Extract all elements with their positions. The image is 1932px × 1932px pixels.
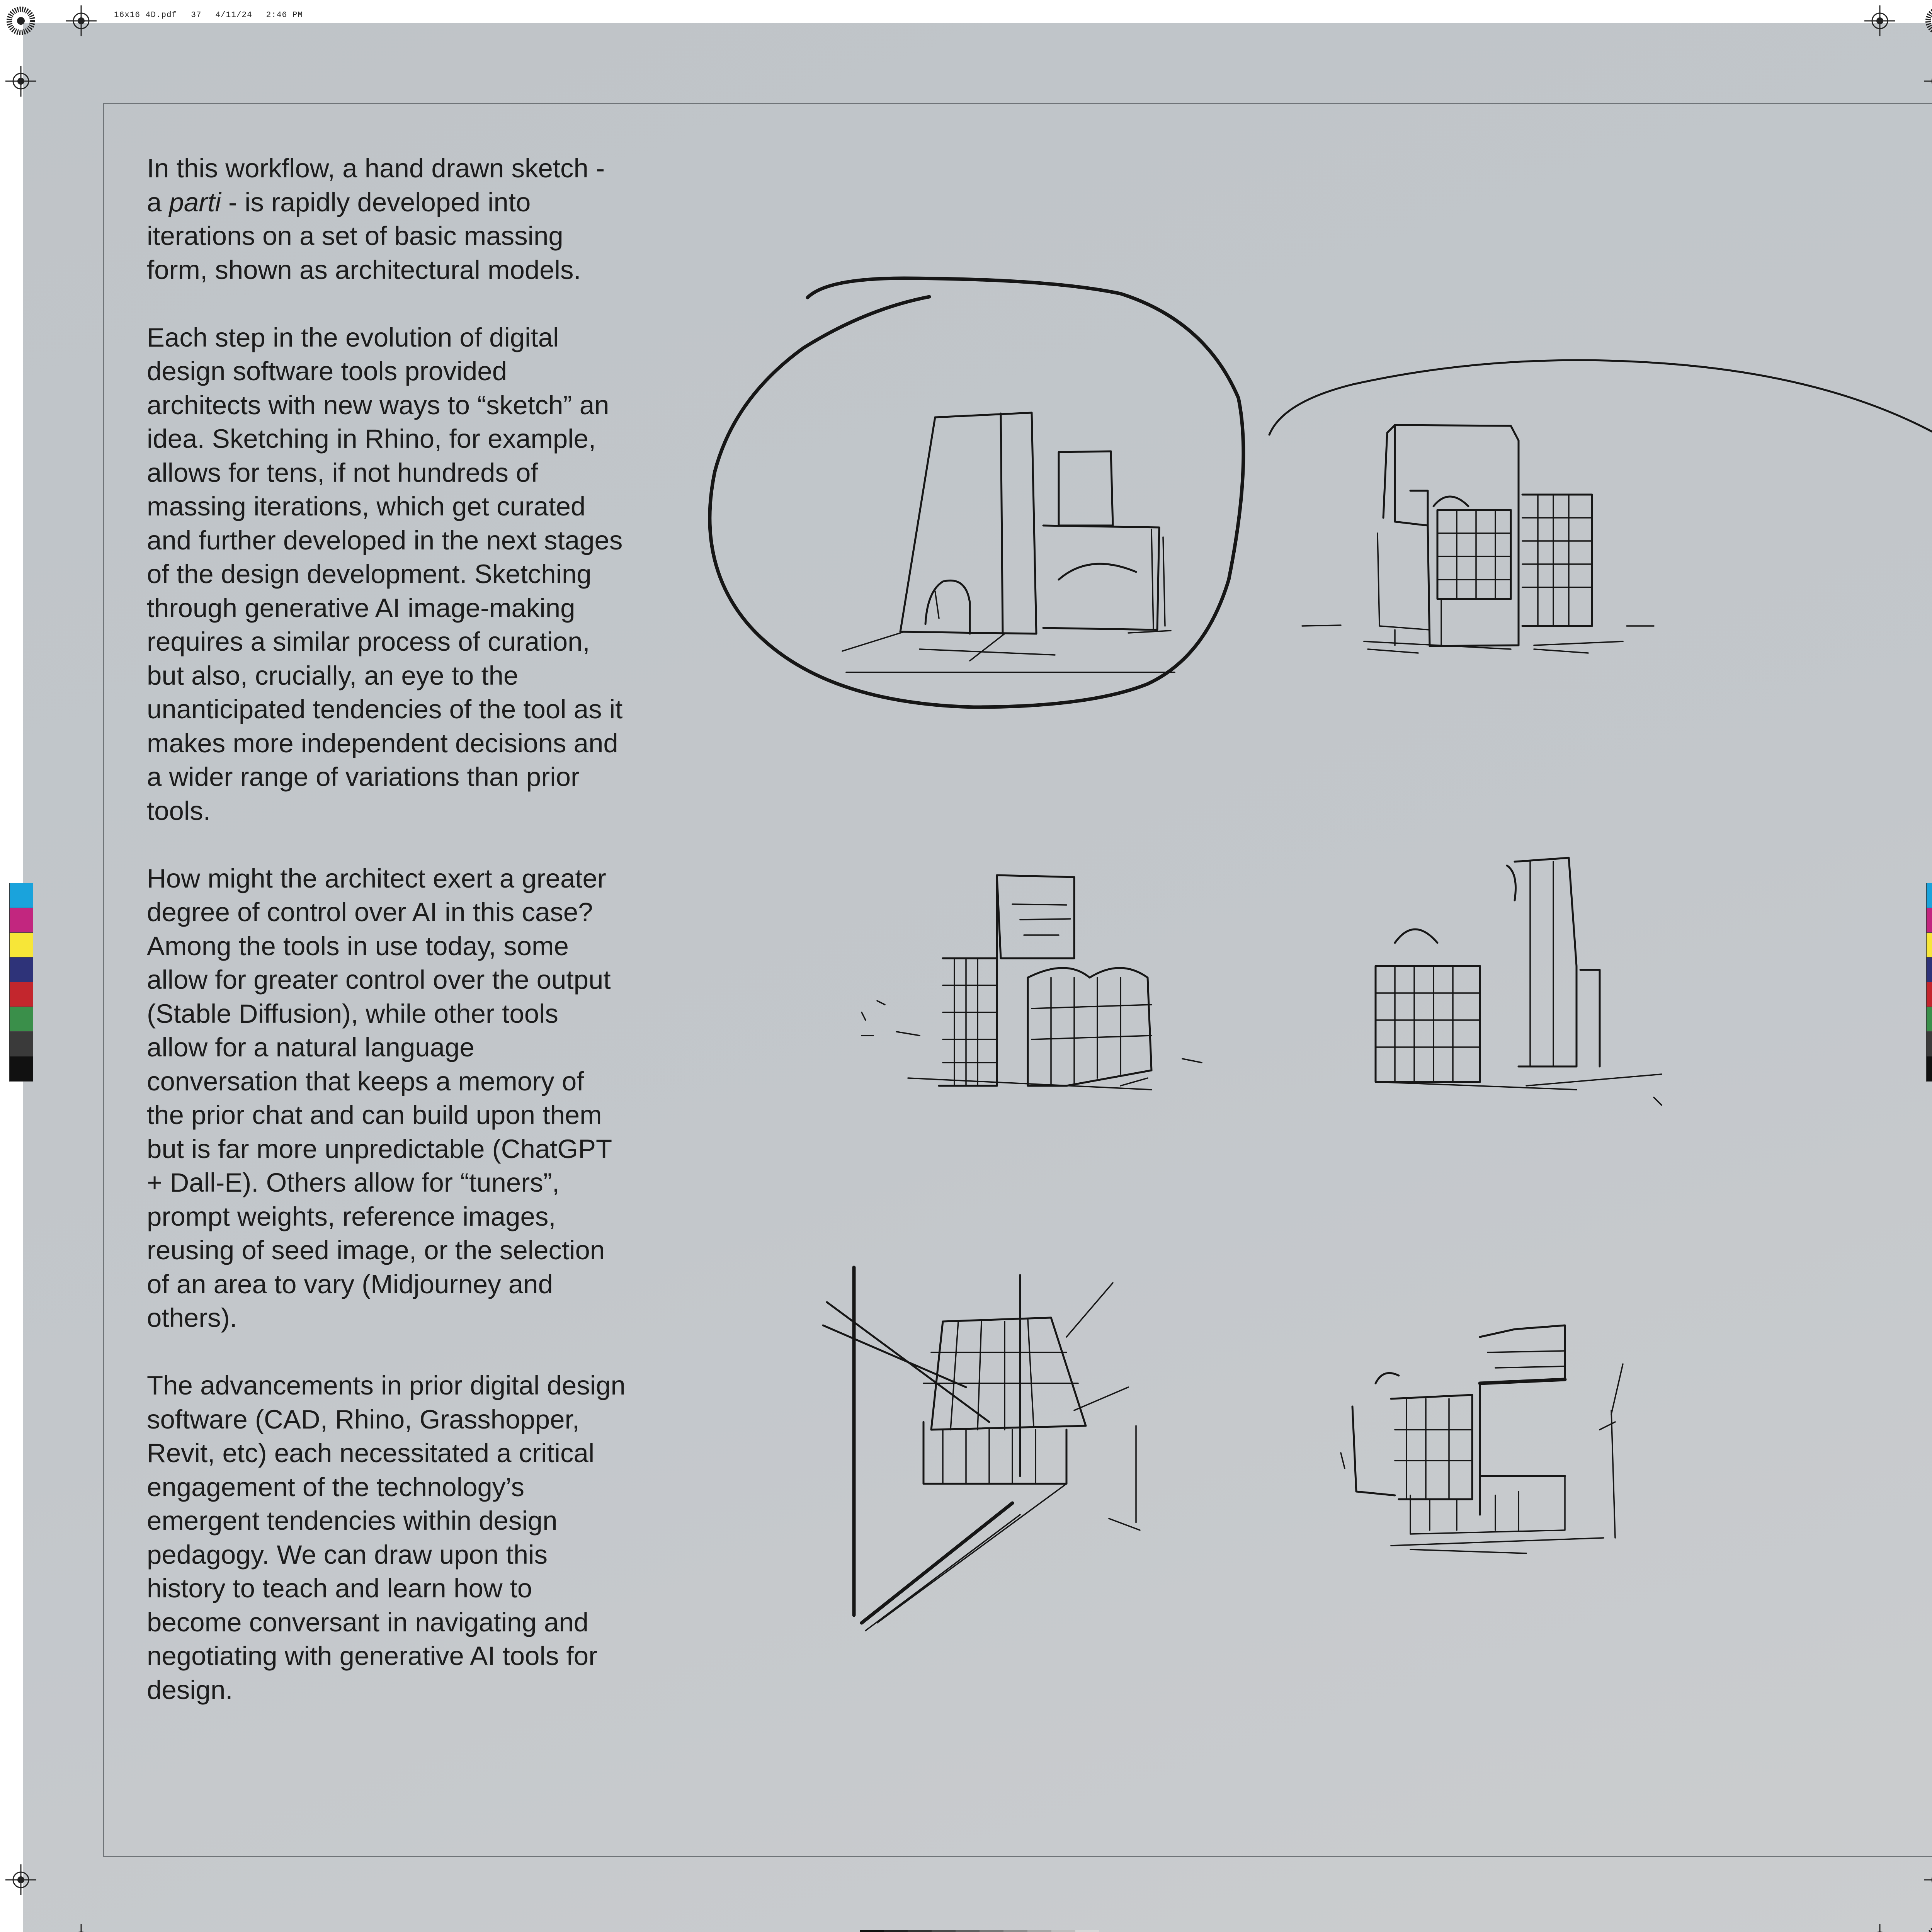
crosshair-target-icon [5, 1864, 36, 1895]
color-swatch [10, 957, 33, 982]
paragraph-1-italic-term: parti [169, 187, 221, 217]
color-swatch [1927, 1056, 1932, 1081]
paragraph-2: Each step in the evolution of digital design software tools provided architects with new ways to “sketch” an idea. Sketching in Rhino, for example, allows for tens, if not hundreds of massing iterations, which get curated and further developed in the next stages of the design development. Sketching through generative AI image-making requires a similar process of curation, but also, crucially, an eye to the unanticipated tendencies of the tool as it makes more independent decisions and a wider range of variations than prior tools. [147, 322, 623, 826]
gray-swatch [932, 1930, 956, 1932]
color-swatch [10, 883, 33, 908]
massing-iteration-2 [850, 869, 1217, 1101]
registration-mark-icon [5, 5, 36, 36]
color-bar-right [1926, 883, 1932, 1082]
gray-swatch [884, 1930, 908, 1932]
color-bar-left [9, 883, 33, 1082]
gray-swatch [1075, 1930, 1099, 1932]
color-swatch [10, 982, 33, 1007]
gray-swatch [908, 1930, 932, 1932]
crosshair-target-icon [66, 1924, 97, 1932]
color-swatch [10, 1032, 33, 1056]
massing-iteration-4 [819, 1260, 1198, 1638]
body-text-column [147, 151, 626, 1741]
gray-ramp-bar [860, 1930, 1099, 1932]
color-swatch [1927, 1032, 1932, 1056]
slug-page: 37 [191, 11, 202, 20]
paragraph-4: The advancements in prior digital design software (CAD, Rhino, Grasshopper, Revit, etc) each necessitated a critical engagement of the technology’s emergent tendencies within design pedagogy. We can draw upon this history to teach and learn how to become conversant in navigating and negotiating with generative AI tools for design. [147, 1371, 626, 1705]
paragraph-1 [147, 151, 626, 287]
gray-swatch [1003, 1930, 1027, 1932]
slug-date: 4/11/24 [215, 11, 252, 20]
crosshair-target-icon [1924, 1864, 1932, 1895]
color-swatch [1927, 883, 1932, 908]
massing-iteration-5 [1333, 1314, 1665, 1569]
crosshair-target-icon [66, 5, 97, 36]
gray-swatch [980, 1930, 1003, 1932]
color-swatch [1927, 933, 1932, 957]
gray-swatch [860, 1930, 884, 1932]
registration-mark-icon [1924, 1924, 1932, 1932]
gray-swatch [1027, 1930, 1051, 1932]
print-slug [114, 11, 317, 20]
color-swatch [1927, 957, 1932, 982]
crosshair-target-icon [1864, 5, 1895, 36]
paragraph-1-start: In this workflow, a hand drawn sketch - a [147, 153, 605, 217]
color-swatch [10, 1056, 33, 1081]
massing-iteration-1 [1294, 417, 1662, 668]
color-swatch [1927, 908, 1932, 933]
color-swatch [10, 908, 33, 933]
slug-filename: 16x16 4D.pdf [114, 11, 177, 20]
color-swatch [1927, 1007, 1932, 1032]
color-swatch [10, 933, 33, 957]
registration-mark-icon [1924, 5, 1932, 36]
crosshair-target-icon [1864, 1924, 1895, 1932]
color-swatch [1927, 982, 1932, 1007]
paragraph-3: How might the architect exert a greater degree of control over AI in this case? Among the tools in use today, some allow for greater control over the output (Stable Diffusion), while other tools allow for a natural language conversation that keeps a memory of the prior chat and can build upon them but is far more unpredictable (ChatGPT + Dall-E). Others allow for “tuners”, prompt weights, reference images, reusing of seed image, or the selection of an area to vary (Midjourney and others). [147, 863, 612, 1333]
crosshair-target-icon [5, 66, 36, 97]
color-swatch [10, 1007, 33, 1032]
slug-time: 2:46 PM [266, 11, 303, 20]
crosshair-target-icon [1924, 66, 1932, 97]
gray-swatch [956, 1930, 980, 1932]
parti-hand-sketch [703, 270, 1283, 804]
massing-iteration-3 [1352, 850, 1689, 1113]
paragraph-1-end: - is rapidly developed into iterations on a set of basic massing form, shown as architectural models. [147, 187, 581, 285]
gray-swatch [1051, 1930, 1075, 1932]
